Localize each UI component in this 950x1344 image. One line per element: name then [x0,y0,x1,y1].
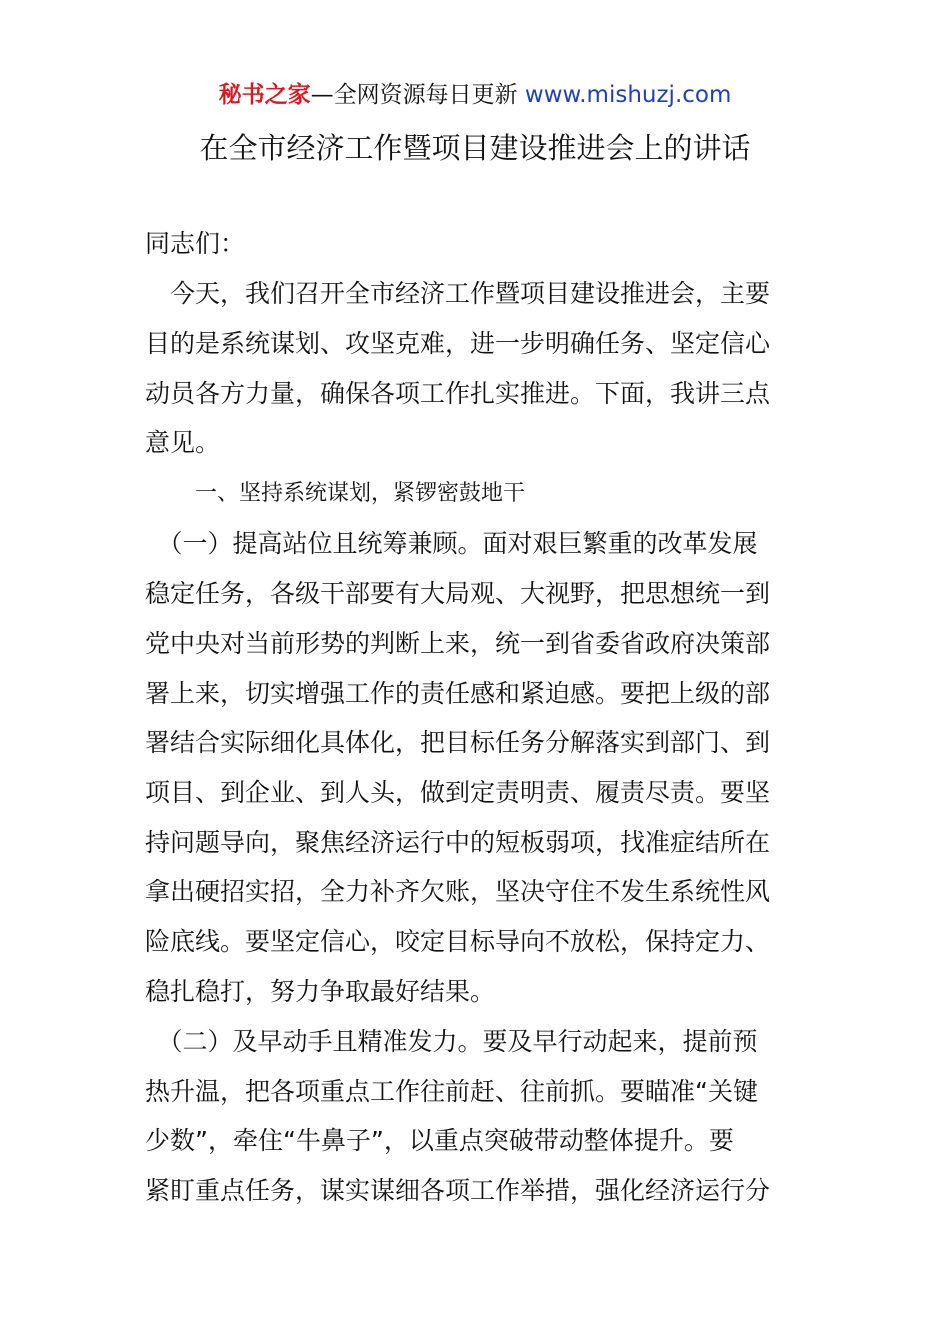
salutation: 同志们： [145,229,246,258]
site-brand: 秘书之家 [218,82,311,108]
body-line: 险底线。要坚定信心，咬定目标导向不放松，保持定力、 [145,927,771,956]
site-tagline: —全网资源每日更新 [310,82,525,108]
body-line: 稳定任务，各级干部要有大局观、大视野，把思想统一到 [145,579,771,608]
body-line: 目的是系统谋划、攻坚克难，进一步明确任务、坚定信心 [145,329,771,358]
section-heading: 一、坚持系统谋划，紧锣密鼓地干 [195,481,526,506]
body-line: 今天，我们召开全市经济工作暨项目建设推进会，主要 [145,279,771,308]
body-line: 党中央对当前形势的判断上来，统一到省委省政府决策部 [145,629,771,658]
body-line: （二）及早动手且精准发力。要及早行动起来，提前预 [145,1027,758,1056]
body-line: 拿出硬招实招，全力补齐欠账，坚决守住不发生系统性风 [145,877,771,906]
body-line: （一）提高站位且统筹兼顾。面对艰巨繁重的改革发展 [145,529,758,558]
body-line: 持问题导向，聚焦经济运行中的短板弱项，找准症结所在 [145,828,771,857]
body-line: 项目、到企业、到人头，做到定责明责、履责尽责。要坚 [145,778,771,807]
body-line: 署上来，切实增强工作的责任感和紧迫感。要把上级的部 [145,679,771,708]
document-title: 在全市经济工作暨项目建设推进会上的讲话 [199,131,751,165]
body-line: 少数”，牵住“牛鼻子”，以重点突破带动整体提升。要 [145,1126,734,1155]
body-line: 稳扎稳打，努力争取最好结果。 [145,977,496,1006]
site-url[interactable]: www.mishuzj.com [524,82,732,108]
body-line: 紧盯重点任务，谋实谋细各项工作举措，强化经济运行分 [145,1176,771,1205]
body-line: 意见。 [145,428,221,457]
body-line: 动员各方力量，确保各项工作扎实推进。下面，我讲三点 [145,379,771,408]
site-header [0,78,950,112]
body-line: 署结合实际细化具体化，把目标任务分解落实到部门、到 [145,728,771,757]
body-line: 热升温，把各项重点工作往前赶、往前抓。要瞄准“关键 [145,1077,758,1106]
